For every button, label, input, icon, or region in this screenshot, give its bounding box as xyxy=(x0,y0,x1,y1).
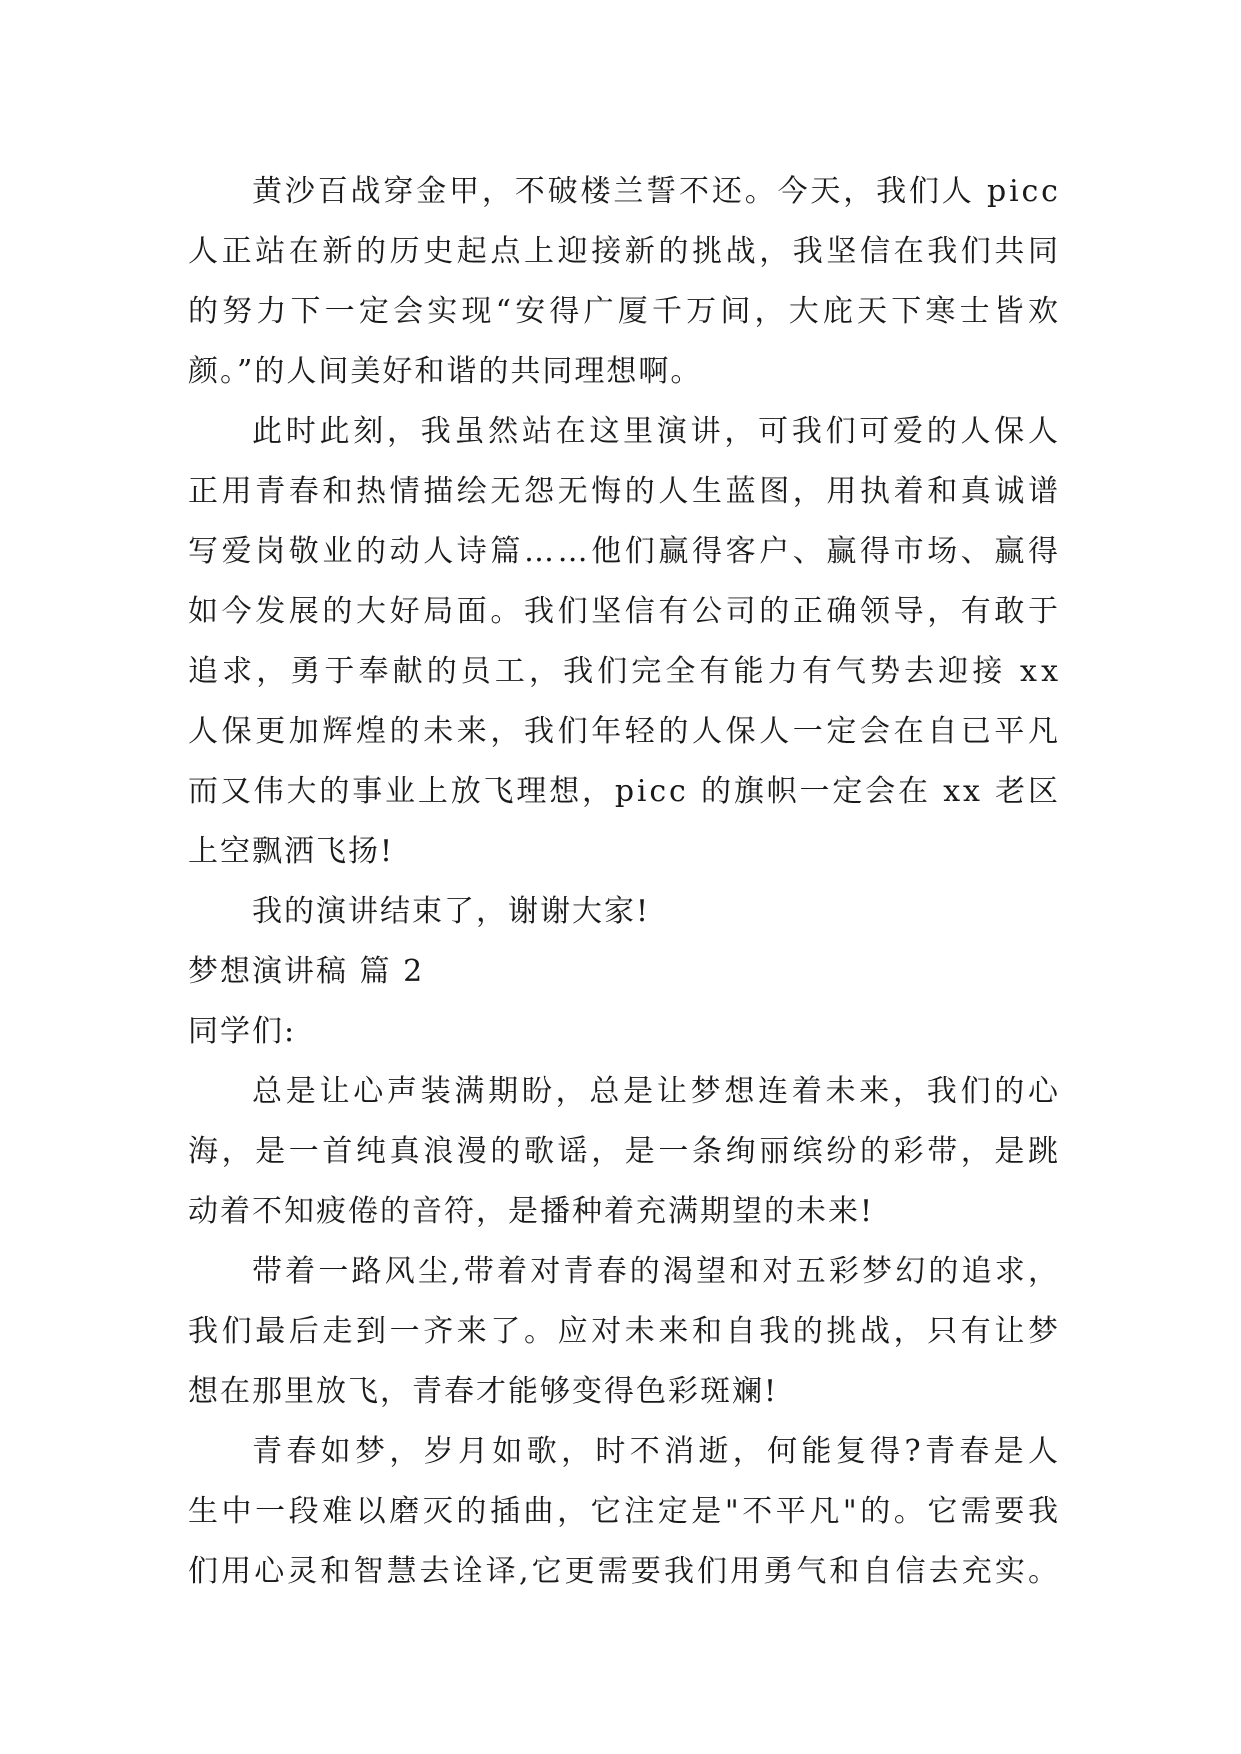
text-line: 海，是一首纯真浪漫的歌谣，是一条绚丽缤纷的彩带，是跳 xyxy=(188,1134,1062,1169)
text-line: 我们最后走到一齐来了。应对未来和自我的挑战，只有让梦 xyxy=(188,1314,1062,1349)
text-line: 同学们: xyxy=(188,1014,297,1049)
text-line: 此时此刻，我虽然站在这里演讲，可我们可爱的人保人 xyxy=(252,414,1062,449)
document-body xyxy=(188,162,1063,1602)
text-line: 黄沙百战穿金甲，不破楼兰誓不还。今天，我们人 picc xyxy=(252,174,1061,209)
text-line: 上空飘洒飞扬! xyxy=(188,834,395,869)
text-line: 们用心灵和智慧去诠译,它更需要我们用勇气和自信去充实。 xyxy=(188,1554,1062,1589)
text-line: 人正站在新的历史起点上迎接新的挑战，我坚信在我们共同 xyxy=(188,234,1062,269)
text-line: 写爱岗敬业的动人诗篇……他们赢得客户、赢得市场、赢得 xyxy=(188,534,1062,569)
text-line: 青春如梦，岁月如歌，时不消逝，何能复得?青春是人 xyxy=(252,1434,1063,1469)
text-line: 颜。”的人间美好和谐的共同理想啊。 xyxy=(188,354,703,389)
text-line: 带着一路风尘,带着对青春的渴望和对五彩梦幻的追求， xyxy=(252,1254,1062,1289)
text-line: 我的演讲结束了，谢谢大家! xyxy=(252,894,651,929)
text-line: 生中一段难以磨灭的插曲，它注定是"不平凡"的。它需要我 xyxy=(188,1494,1062,1529)
text-line: 而又伟大的事业上放飞理想，picc 的旗帜一定会在 xx 老区 xyxy=(188,774,1061,809)
text-line: 动着不知疲倦的音符，是播种着充满期望的未来! xyxy=(188,1194,875,1229)
text-line: 如今发展的大好局面。我们坚信有公司的正确领导，有敢于 xyxy=(188,594,1062,629)
text-line: 想在那里放飞，青春才能够变得色彩斑斓! xyxy=(188,1374,779,1409)
text-line: 的努力下一定会实现“安得广厦千万间，大庇天下寒士皆欢 xyxy=(188,294,1063,329)
text-line: 人保更加辉煌的未来，我们年轻的人保人一定会在自已平凡 xyxy=(188,714,1062,749)
text-line: 梦想演讲稿 篇 2 xyxy=(188,954,425,989)
text-line: 总是让心声装满期盼，总是让梦想连着未来，我们的心 xyxy=(252,1074,1062,1109)
text-line: 正用青春和热情描绘无怨无悔的人生蓝图，用执着和真诚谱 xyxy=(188,474,1062,509)
text-line: 追求，勇于奉献的员工，我们完全有能力有气势去迎接 xx xyxy=(188,654,1063,689)
